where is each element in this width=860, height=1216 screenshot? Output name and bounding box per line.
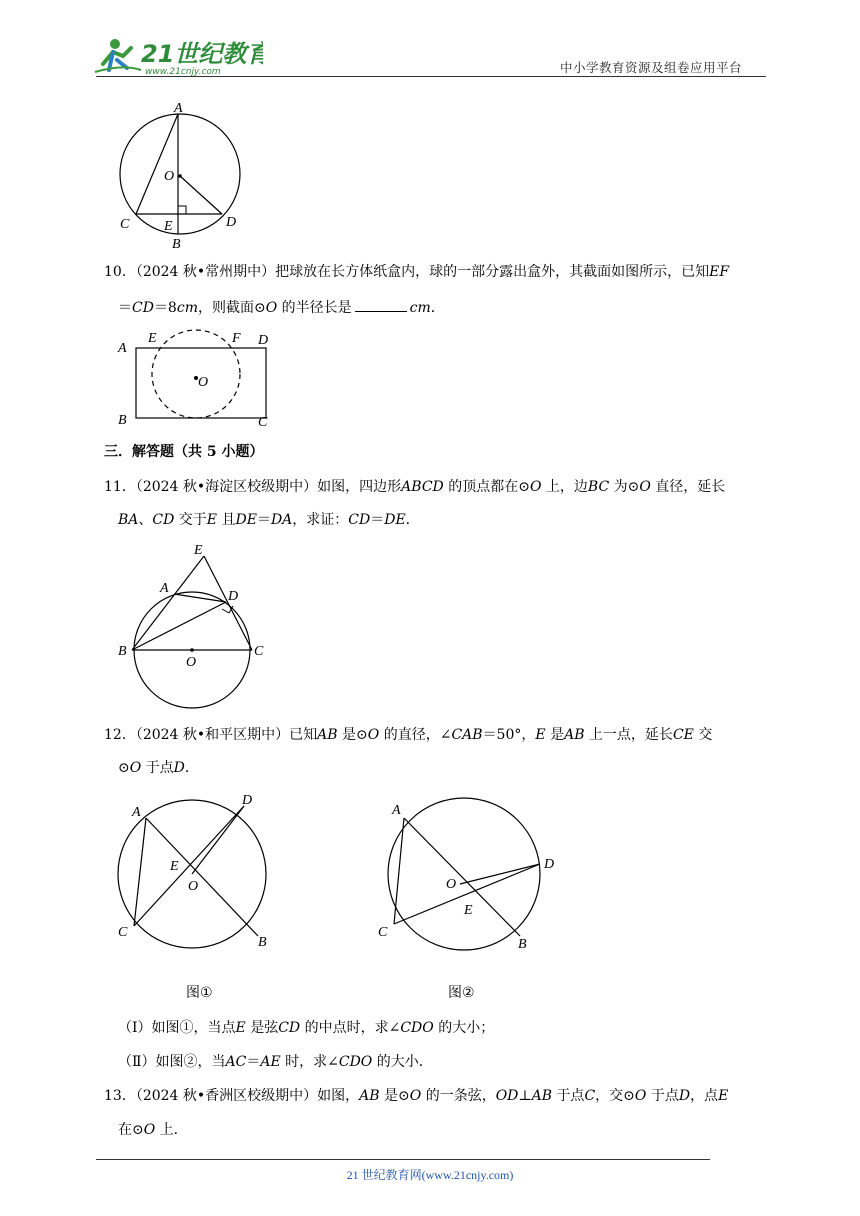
site-logo bbox=[93, 34, 263, 78]
question-13-line1: 13．（2024 秋•香洲区校级期中）如图，AB 是⊙O 的一条弦，OD⊥AB 于点C，交⊙O 于点D，点E bbox=[104, 1088, 729, 1104]
runner-logo-icon bbox=[95, 39, 141, 72]
platform-title: 中小学教育资源及组卷应用平台 bbox=[560, 60, 743, 75]
label-B: B bbox=[518, 937, 527, 952]
question-12-part2: （Ⅱ）如图②，当AC＝AE 时，求∠CDO 的大小． bbox=[118, 1054, 433, 1070]
label-D: D bbox=[226, 215, 237, 230]
label-B: B bbox=[118, 413, 127, 428]
label-D: D bbox=[544, 857, 555, 872]
label-C: C bbox=[120, 217, 130, 232]
label-A: A bbox=[118, 341, 127, 356]
label-C: C bbox=[378, 925, 388, 940]
label-B: B bbox=[258, 935, 267, 950]
figure-circle-acd bbox=[112, 98, 252, 250]
question-11-line2: BA、CD 交于E 且DE＝DA，求证：CD＝DE． bbox=[118, 512, 420, 528]
figure-caption-1: 图① bbox=[186, 985, 213, 1001]
label-C: C bbox=[258, 415, 268, 430]
label-O: O bbox=[446, 877, 457, 892]
label-B: B bbox=[172, 237, 181, 250]
label-A: A bbox=[132, 805, 141, 820]
label-D: D bbox=[242, 793, 253, 808]
question-12-line2: ⊙O 于点D． bbox=[118, 760, 199, 776]
label-E: E bbox=[194, 543, 203, 558]
label-A: A bbox=[160, 581, 169, 596]
label-O: O bbox=[186, 655, 197, 670]
question-12-line1: 12．（2024 秋•和平区期中）已知AB 是⊙O 的直径，∠CAB＝50°，E 是AB 上一点，延长CE 交 bbox=[104, 727, 713, 743]
footer-text: 21 世纪教育网(www.21cnjy.com) bbox=[346, 1168, 514, 1182]
question-11-line1: 11．（2024 秋•海淀区校级期中）如图，四边形ABCD 的顶点都在⊙O 上，边BC 为⊙O 直径，延长 bbox=[104, 479, 726, 495]
label-C: C bbox=[118, 925, 128, 940]
question-10-line2: ＝CD＝8cm，则截面⊙O 的半径长是 cm． bbox=[118, 297, 445, 318]
figure-12-1 bbox=[112, 790, 282, 966]
label-O: O bbox=[198, 375, 209, 390]
label-E: E bbox=[164, 219, 173, 234]
footer-divider bbox=[96, 1159, 710, 1160]
label-C: C bbox=[254, 644, 264, 659]
logo-url: www.21cnjy.com bbox=[145, 67, 221, 77]
section-title: 三．解答题（共 5 小题） bbox=[104, 444, 264, 460]
logo-text: 21世纪教育 bbox=[141, 40, 263, 68]
label-O: O bbox=[188, 879, 199, 894]
label-D: D bbox=[258, 333, 269, 348]
figure-caption-2: 图② bbox=[448, 985, 475, 1001]
label-B: B bbox=[118, 644, 127, 659]
question-12-part1: （Ⅰ）如图①，当点E 是弦CD 的中点时，求∠CDO 的大小； bbox=[118, 1020, 495, 1036]
label-E: E bbox=[170, 859, 179, 874]
label-F: F bbox=[232, 331, 241, 346]
question-13-line2: 在⊙O 上． bbox=[118, 1122, 188, 1138]
label-E: E bbox=[148, 331, 157, 346]
figure-ball-in-box bbox=[112, 328, 280, 432]
label-E: E bbox=[464, 903, 473, 918]
header-divider bbox=[96, 76, 766, 77]
label-A: A bbox=[392, 803, 401, 818]
label-O: O bbox=[164, 169, 175, 184]
label-A: A bbox=[174, 101, 183, 116]
label-D: D bbox=[228, 589, 239, 604]
answer-blank[interactable] bbox=[355, 297, 407, 312]
figure-quadrilateral-abcd bbox=[112, 538, 282, 710]
question-10-line1: 10．（2024 秋•常州期中）把球放在长方体纸盒内，球的一部分露出盒外，其截面如图所示，已知EF bbox=[104, 264, 730, 280]
figure-12-2 bbox=[372, 790, 562, 966]
